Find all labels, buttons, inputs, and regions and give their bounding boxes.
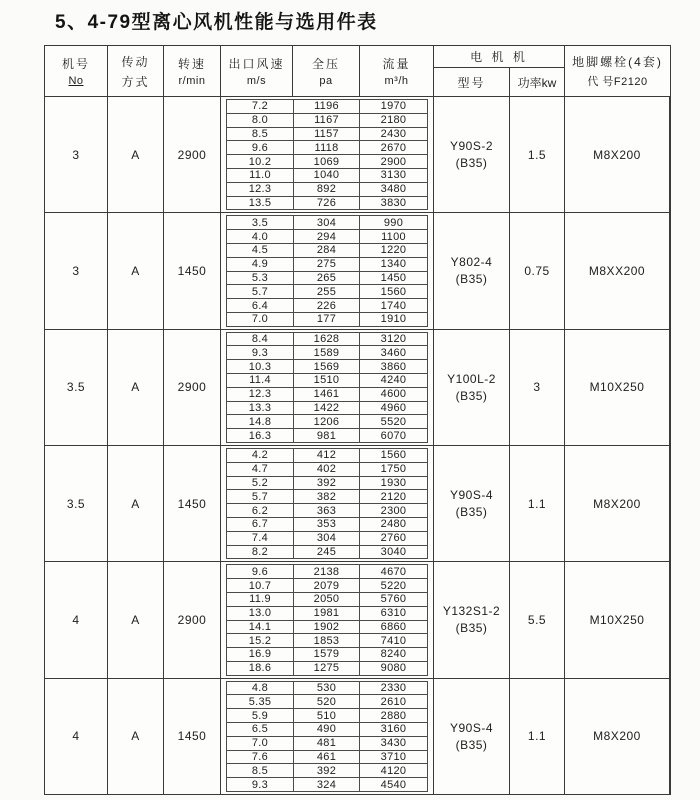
total-pressure-value: 520: [294, 695, 360, 708]
table-group-row: [45, 330, 670, 446]
motor-mount-value: (B35): [455, 388, 488, 403]
performance-row: [227, 709, 427, 723]
speed-cell: 1450: [164, 213, 221, 328]
outlet-velocity-value: 10.2: [227, 155, 294, 168]
flow-rate-value: 1220: [380, 244, 407, 257]
outlet-velocity-value: 5.2: [227, 477, 294, 490]
flow-rate-value: 4600: [380, 388, 407, 401]
table-body: [45, 97, 670, 794]
table-group-row: [45, 446, 670, 562]
header-speed: [164, 46, 221, 96]
performance-subtable-wrap: [221, 97, 434, 212]
outlet-velocity-value: 5.3: [227, 272, 294, 285]
speed-cell: 2900: [164, 562, 221, 677]
total-pressure-value: 1579: [294, 648, 360, 661]
header-total-pressure-unit: pa: [319, 75, 333, 87]
performance-row: [227, 546, 427, 559]
header-motor-model: 型号: [434, 68, 510, 96]
performance-row: [227, 593, 427, 607]
motor-mount-value: (B35): [455, 737, 488, 752]
outlet-velocity-value: 13.5: [227, 197, 294, 210]
outlet-velocity-value: 7.0: [227, 313, 294, 326]
performance-subtable: [226, 99, 428, 210]
outlet-velocity-value: 12.3: [227, 183, 294, 196]
outlet-velocity-value: 7.2: [227, 100, 294, 113]
header-motor-group-label: 电 机 机: [434, 46, 564, 68]
fan-size-cell: 3: [45, 213, 108, 328]
speed-cell: 2900: [164, 330, 221, 445]
anchor-bolt-cell: M8X200: [565, 446, 670, 561]
total-pressure-value: 304: [294, 532, 360, 545]
header-outlet-velocity-unit: m/s: [246, 75, 267, 87]
total-pressure-value: 402: [294, 463, 360, 476]
drive-type-cell: A: [108, 562, 164, 677]
flow-rate-value: 6070: [380, 429, 407, 442]
total-pressure-value: 284: [294, 244, 360, 257]
performance-row: [227, 360, 427, 374]
total-pressure-value: 2138: [294, 565, 360, 578]
outlet-velocity-value: 8.0: [227, 114, 294, 127]
total-pressure-value: 1157: [294, 128, 360, 141]
flow-rate-value: 3430: [380, 737, 407, 750]
performance-row: [227, 169, 427, 183]
motor-model-value: Y100L-2: [447, 371, 496, 386]
performance-row: [227, 402, 427, 416]
outlet-velocity-value: 7.6: [227, 751, 294, 764]
total-pressure-value: 481: [294, 737, 360, 750]
outlet-velocity-value: 11.9: [227, 593, 294, 606]
outlet-velocity-value: 15.2: [227, 634, 294, 647]
outlet-velocity-value: 4.0: [227, 230, 294, 243]
flow-rate-value: 9080: [380, 662, 407, 675]
motor-model-cell: [434, 97, 510, 212]
speed-cell: 1450: [164, 679, 221, 794]
flow-rate-value: 4540: [380, 778, 407, 791]
flow-rate-value: 3860: [380, 360, 407, 373]
flow-rate-value: 3830: [380, 196, 407, 209]
total-pressure-value: 177: [294, 313, 360, 326]
outlet-velocity-value: 11.0: [227, 169, 294, 182]
outlet-velocity-value: 4.9: [227, 258, 294, 271]
header-fan-size-label: 机号: [61, 57, 90, 71]
header-anchor-bolt-label: 地脚螺栓(4套): [572, 55, 663, 69]
flow-rate-value: 3130: [380, 169, 407, 182]
outlet-velocity-value: 6.5: [227, 723, 294, 736]
total-pressure-value: 1628: [294, 333, 360, 346]
performance-subtable-wrap: [221, 213, 434, 328]
performance-subtable: [226, 332, 428, 443]
performance-row: [227, 285, 427, 299]
total-pressure-value: 382: [294, 490, 360, 503]
performance-subtable-wrap: [221, 562, 434, 677]
anchor-bolt-cell: M8X200: [565, 97, 670, 212]
performance-row: [227, 662, 427, 675]
outlet-velocity-value: 14.1: [227, 621, 294, 634]
flow-rate-value: 2900: [380, 155, 407, 168]
total-pressure-value: 530: [294, 682, 360, 695]
flow-rate-value: 1340: [380, 258, 407, 271]
total-pressure-value: 510: [294, 709, 360, 722]
outlet-velocity-value: 7.4: [227, 532, 294, 545]
header-outlet-velocity: [221, 46, 293, 96]
total-pressure-value: 412: [294, 449, 360, 462]
flow-rate-value: 4120: [380, 764, 407, 777]
outlet-velocity-value: 5.9: [227, 709, 294, 722]
performance-row: [227, 723, 427, 737]
performance-row: [227, 463, 427, 477]
motor-power-cell: 1.1: [510, 679, 565, 794]
total-pressure-value: 1206: [294, 415, 360, 428]
performance-row: [227, 299, 427, 313]
flow-rate-value: 5760: [380, 593, 407, 606]
motor-power-cell: 1.1: [510, 446, 565, 561]
performance-row: [227, 244, 427, 258]
anchor-bolt-cell: M10X250: [565, 330, 670, 445]
flow-rate-value: 1930: [380, 476, 407, 489]
table-header-row: [45, 46, 670, 97]
flow-rate-value: 1560: [380, 285, 407, 298]
outlet-velocity-value: 13.0: [227, 607, 294, 620]
outlet-velocity-value: 5.7: [227, 285, 294, 298]
performance-row: [227, 313, 427, 326]
total-pressure-value: 304: [294, 216, 360, 229]
header-anchor-bolt: [565, 46, 670, 96]
performance-row: [227, 477, 427, 491]
performance-row: [227, 155, 427, 169]
flow-rate-value: 6310: [380, 607, 407, 620]
flow-rate-value: 5520: [380, 415, 407, 428]
outlet-velocity-value: 9.6: [227, 141, 294, 154]
outlet-velocity-value: 9.3: [227, 346, 294, 359]
total-pressure-value: 1069: [294, 155, 360, 168]
speed-cell: 1450: [164, 446, 221, 561]
outlet-velocity-value: 10.7: [227, 579, 294, 592]
outlet-velocity-value: 6.4: [227, 299, 294, 312]
performance-row: [227, 388, 427, 402]
performance-subtable: [226, 448, 428, 559]
total-pressure-value: 226: [294, 299, 360, 312]
performance-row: [227, 607, 427, 621]
performance-row: [227, 415, 427, 429]
motor-model-cell: [434, 213, 510, 328]
performance-row: [227, 579, 427, 593]
performance-subtable: [226, 564, 428, 675]
flow-rate-value: 1560: [380, 449, 407, 462]
performance-row: [227, 128, 427, 142]
flow-rate-value: 2760: [380, 532, 407, 545]
total-pressure-value: 2050: [294, 593, 360, 606]
performance-row: [227, 429, 427, 442]
performance-row: [227, 230, 427, 244]
performance-subtable: [226, 215, 428, 326]
flow-rate-value: 7410: [380, 634, 407, 647]
header-flow-rate: [360, 46, 434, 96]
motor-model-value: Y90S-4: [449, 487, 494, 502]
header-motor-subcolumns: [434, 68, 564, 96]
flow-rate-value: 1100: [381, 230, 406, 243]
performance-row: [227, 449, 427, 463]
total-pressure-value: 275: [294, 258, 360, 271]
flow-rate-value: 990: [383, 216, 404, 229]
motor-model-cell: [434, 679, 510, 794]
performance-row: [227, 565, 427, 579]
total-pressure-value: 363: [294, 504, 360, 517]
header-motor-power: 功率kw: [517, 75, 557, 90]
performance-row: [227, 197, 427, 210]
outlet-velocity-value: 9.6: [227, 565, 294, 578]
performance-row: [227, 216, 427, 230]
flow-rate-value: 4960: [380, 402, 407, 415]
motor-model-value: Y90S-4: [449, 720, 494, 735]
outlet-velocity-value: 14.8: [227, 415, 294, 428]
total-pressure-value: 2079: [294, 579, 360, 592]
performance-row: [227, 648, 427, 662]
table-group-row: [45, 562, 670, 678]
flow-rate-value: 3460: [380, 346, 407, 359]
header-flow-rate-label: 流量: [382, 57, 411, 71]
flow-rate-value: 5220: [380, 579, 407, 592]
table-group-row: [45, 97, 670, 213]
outlet-velocity-value: 18.6: [227, 662, 294, 675]
motor-model-cell: [434, 330, 510, 445]
total-pressure-value: 1853: [294, 634, 360, 647]
outlet-velocity-value: 5.7: [227, 490, 294, 503]
flow-rate-value: 2300: [380, 504, 407, 517]
performance-row: [227, 100, 427, 114]
motor-mount-value: (B35): [455, 621, 488, 636]
total-pressure-value: 1902: [294, 621, 360, 634]
outlet-velocity-value: 16.3: [227, 429, 294, 442]
drive-type-cell: A: [108, 679, 164, 794]
drive-type-cell: A: [108, 97, 164, 212]
flow-rate-value: 2330: [380, 682, 407, 695]
table-group-row: [45, 679, 670, 794]
anchor-bolt-cell: M8X200: [565, 679, 670, 794]
header-fan-size-unit: No: [68, 75, 84, 87]
performance-row: [227, 518, 427, 532]
total-pressure-value: 265: [294, 272, 360, 285]
outlet-velocity-value: 8.4: [227, 333, 294, 346]
speed-cell: 2900: [164, 97, 221, 212]
flow-rate-value: 8240: [380, 648, 407, 661]
performance-subtable: [226, 681, 428, 792]
header-total-pressure-label: 全压: [311, 57, 340, 71]
outlet-velocity-value: 4.7: [227, 463, 294, 476]
header-drive-type-label: 传动: [121, 54, 150, 69]
motor-model-cell: [434, 562, 510, 677]
motor-power-cell: 0.75: [510, 213, 565, 328]
flow-rate-value: 2430: [380, 127, 407, 140]
header-total-pressure: [293, 46, 360, 96]
performance-row: [227, 333, 427, 347]
drive-type-cell: A: [108, 330, 164, 445]
page-title: 5、4-79型离心风机性能与选用件表: [55, 12, 378, 33]
total-pressure-value: 324: [294, 778, 360, 791]
performance-row: [227, 374, 427, 388]
performance-row: [227, 346, 427, 360]
motor-model-value: Y802-4: [450, 255, 493, 270]
performance-row: [227, 751, 427, 765]
outlet-velocity-value: 8.2: [227, 546, 294, 559]
flow-rate-value: 3160: [380, 723, 407, 736]
header-drive-type-label2: 方式: [121, 74, 150, 89]
total-pressure-value: 1569: [294, 360, 360, 373]
total-pressure-value: 1461: [294, 388, 360, 401]
outlet-velocity-value: 11.4: [227, 374, 294, 387]
total-pressure-value: 1589: [294, 346, 360, 359]
flow-rate-value: 1970: [380, 100, 407, 113]
total-pressure-value: 1422: [294, 402, 360, 415]
outlet-velocity-value: 6.2: [227, 504, 294, 517]
performance-row: [227, 778, 427, 791]
outlet-velocity-value: 4.8: [227, 682, 294, 695]
fan-performance-table: [44, 45, 671, 795]
header-flow-rate-unit: m³/h: [384, 75, 409, 87]
total-pressure-value: 461: [294, 751, 360, 764]
flow-rate-value: 2120: [380, 490, 407, 503]
performance-row: [227, 183, 427, 197]
header-drive-type: [108, 46, 164, 96]
motor-model-value: Y90S-2: [449, 138, 494, 153]
fan-size-cell: 4: [45, 679, 108, 794]
motor-mount-value: (B35): [455, 272, 488, 287]
outlet-velocity-value: 12.3: [227, 388, 294, 401]
performance-subtable-wrap: [221, 446, 434, 561]
motor-model-cell: [434, 446, 510, 561]
flow-rate-value: 2670: [380, 141, 407, 154]
drive-type-cell: A: [108, 446, 164, 561]
outlet-velocity-value: 6.7: [227, 518, 294, 531]
total-pressure-value: 294: [294, 230, 360, 243]
performance-row: [227, 764, 427, 778]
flow-rate-value: 2180: [380, 114, 407, 127]
total-pressure-value: 1167: [294, 114, 360, 127]
total-pressure-value: 1981: [294, 607, 360, 620]
outlet-velocity-value: 8.5: [227, 128, 294, 141]
motor-power-cell: 1.5: [510, 97, 565, 212]
performance-row: [227, 695, 427, 709]
flow-rate-value: 3480: [380, 183, 407, 196]
motor-power-cell: 3: [510, 330, 565, 445]
performance-row: [227, 634, 427, 648]
header-outlet-velocity-label: 出口风速: [228, 57, 285, 71]
flow-rate-value: 1450: [380, 271, 407, 284]
total-pressure-value: 353: [294, 518, 360, 531]
flow-rate-value: 4670: [380, 565, 407, 578]
header-speed-unit: r/min: [178, 75, 206, 87]
performance-row: [227, 114, 427, 128]
outlet-velocity-value: 7.0: [227, 737, 294, 750]
flow-rate-value: 3120: [380, 333, 407, 346]
motor-mount-value: (B35): [455, 156, 488, 171]
flow-rate-value: 2880: [380, 709, 407, 722]
motor-mount-value: (B35): [455, 505, 488, 520]
total-pressure-value: 726: [294, 197, 360, 210]
performance-row: [227, 141, 427, 155]
flow-rate-value: 1910: [380, 313, 407, 326]
anchor-bolt-cell: M10X250: [565, 562, 670, 677]
total-pressure-value: 1040: [294, 169, 360, 182]
total-pressure-value: 392: [294, 764, 360, 777]
total-pressure-value: 892: [294, 183, 360, 196]
total-pressure-value: 255: [294, 285, 360, 298]
total-pressure-value: 1510: [294, 374, 360, 387]
fan-size-cell: 4: [45, 562, 108, 677]
performance-row: [227, 532, 427, 546]
outlet-velocity-value: 13.3: [227, 402, 294, 415]
total-pressure-value: 245: [294, 546, 360, 559]
table-group-row: [45, 213, 670, 329]
outlet-velocity-value: 3.5: [227, 216, 294, 229]
flow-rate-value: 6860: [380, 620, 407, 633]
performance-row: [227, 682, 427, 696]
outlet-velocity-value: 9.3: [227, 778, 294, 791]
total-pressure-value: 490: [294, 723, 360, 736]
performance-row: [227, 621, 427, 635]
performance-row: [227, 737, 427, 751]
header-fan-size: [45, 46, 108, 96]
performance-subtable-wrap: [221, 330, 434, 445]
outlet-velocity-value: 4.5: [227, 244, 294, 257]
flow-rate-value: 2480: [380, 518, 407, 531]
flow-rate-value: 4240: [380, 374, 407, 387]
performance-row: [227, 272, 427, 286]
fan-size-cell: 3.5: [45, 446, 108, 561]
performance-row: [227, 490, 427, 504]
performance-row: [227, 258, 427, 272]
performance-row: [227, 504, 427, 518]
outlet-velocity-value: 10.3: [227, 360, 294, 373]
outlet-velocity-value: 5.35: [227, 695, 294, 708]
flow-rate-value: 3040: [380, 545, 407, 558]
motor-power-cell: 5.5: [510, 562, 565, 677]
total-pressure-value: 1196: [294, 100, 360, 113]
anchor-bolt-cell: M8XX200: [565, 213, 670, 328]
flow-rate-value: 1750: [380, 463, 407, 476]
fan-size-cell: 3: [45, 97, 108, 212]
total-pressure-value: 981: [294, 429, 360, 442]
flow-rate-value: 1740: [380, 299, 407, 312]
header-anchor-bolt-code: 代 号F2120: [587, 76, 648, 88]
outlet-velocity-value: 4.2: [227, 449, 294, 462]
drive-type-cell: A: [108, 213, 164, 328]
motor-model-value: Y132S1-2: [442, 604, 501, 619]
total-pressure-value: 1275: [294, 662, 360, 675]
header-speed-label: 转速: [177, 57, 206, 71]
flow-rate-value: 3710: [380, 751, 407, 764]
header-motor-group: [434, 46, 565, 96]
outlet-velocity-value: 8.5: [227, 764, 294, 777]
performance-subtable-wrap: [221, 679, 434, 794]
total-pressure-value: 392: [294, 477, 360, 490]
total-pressure-value: 1118: [294, 141, 360, 154]
outlet-velocity-value: 16.9: [227, 648, 294, 661]
flow-rate-value: 2610: [380, 695, 407, 708]
fan-size-cell: 3.5: [45, 330, 108, 445]
